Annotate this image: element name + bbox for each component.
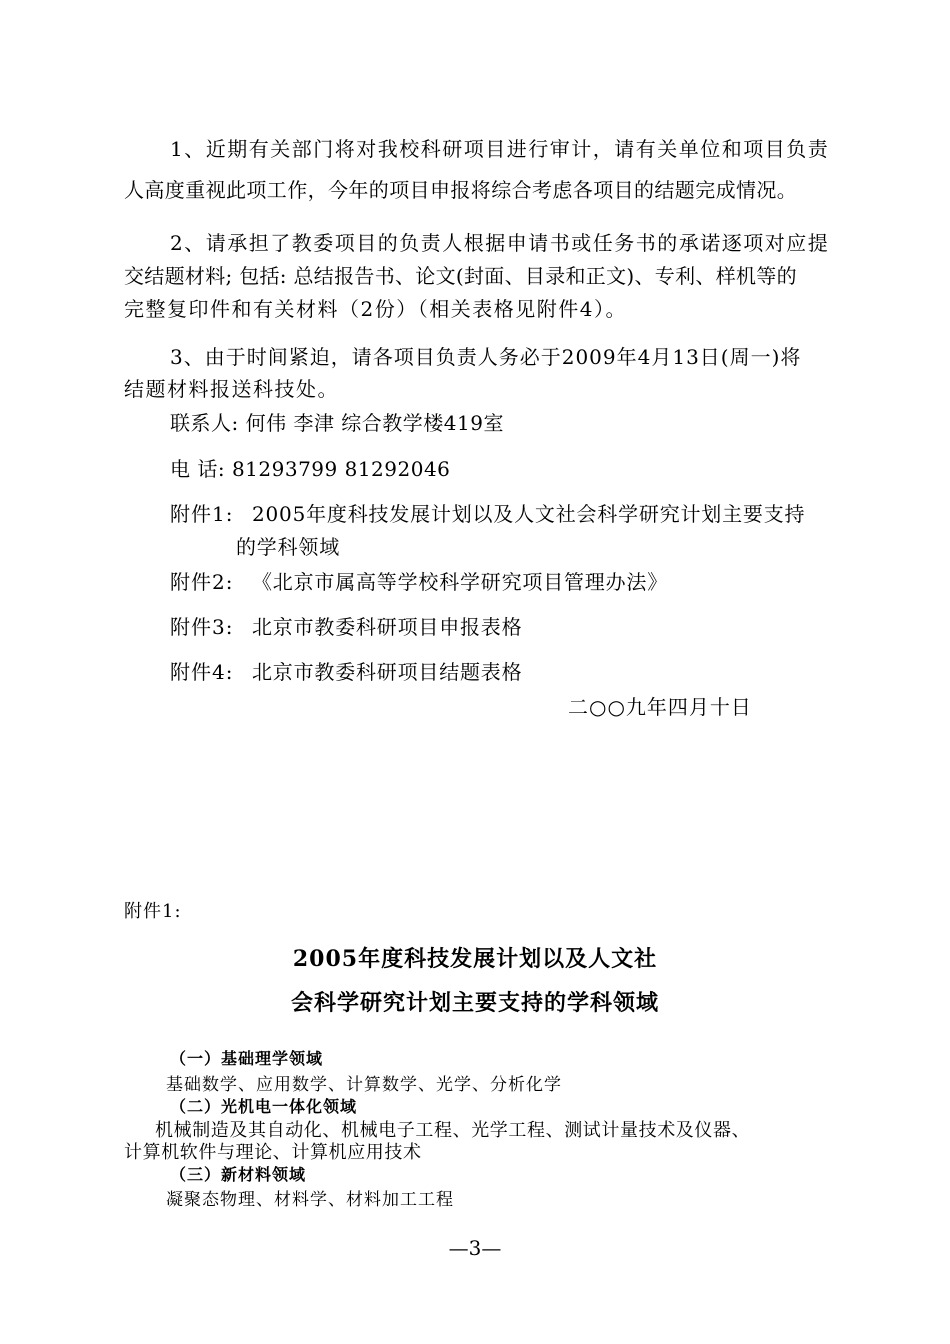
item2-line1: 2、请承担了教委项目的负责人根据申请书或任务书的承诺逐项对应提 — [170, 231, 830, 255]
item1-line1: 1、近期有关部门将对我校科研项目进行审计，请有关单位和项目负责 — [170, 137, 830, 161]
attachment-2-label: 附件2: — [170, 570, 234, 594]
item2-line3: 完整复印件和有关材料（2份）（相关表格见附件4）。 — [124, 297, 627, 321]
attachment-1-text-line2: 的学科领域 — [236, 535, 340, 559]
attachment-1-label: 附件1: — [170, 502, 234, 526]
attachment-3-label: 附件3: — [170, 615, 234, 639]
section-2-heading: （二）光机电一体化领域 — [170, 1097, 358, 1116]
phone-line: 电 话: 81293799 81292046 — [170, 457, 451, 481]
item3-line2: 结题材料报送科技处。 — [124, 377, 339, 401]
attachment-1-text-line1: 2005年度科技发展计划以及人文社会科学研究计划主要支持 — [252, 502, 806, 526]
item2-line2: 交结题材料; 包括: 总结报告书、论文(封面、目录和正文)、专利、样机等的 — [124, 264, 797, 288]
item1-line2: 人高度重视此项工作，今年的项目申报将综合考虑各项目的结题完成情况。 — [124, 178, 798, 202]
section-3-body: 凝聚态物理、材料学、材料加工工程 — [166, 1190, 454, 1210]
item3-line1: 3、由于时间紧迫，请各项目负责人务必于2009年4月13日(周一)将 — [170, 345, 802, 369]
attachment-4-text: 北京市教委科研项目结题表格 — [252, 660, 523, 684]
section-2-body-line2: 计算机软件与理论、计算机应用技术 — [124, 1142, 422, 1163]
issue-date: 二○○九年四月十日 — [568, 695, 752, 719]
section-2-body-line1: 机械制造及其自动化、机械电子工程、光学工程、测试计量技术及仪器、 — [155, 1120, 751, 1141]
appendix-title-line1: 2005年度科技发展计划以及人文社 — [292, 946, 658, 972]
page-number: —3— — [448, 1236, 502, 1260]
section-1-body: 基础数学、应用数学、计算数学、光学、分析化学 — [166, 1075, 562, 1095]
attachment-4-label: 附件4: — [170, 660, 234, 684]
section-1-heading: （一）基础理学领域 — [170, 1049, 324, 1068]
attachment-3-text: 北京市教委科研项目申报表格 — [252, 615, 523, 639]
appendix-title-line2: 会科学研究计划主要支持的学科领域 — [290, 990, 659, 1016]
attachment-2-text: 《北京市属高等学校科学研究项目管理办法》 — [252, 570, 668, 594]
section-3-heading: （三）新材料领域 — [170, 1165, 307, 1184]
appendix-label: 附件1: — [124, 901, 182, 922]
contact-line: 联系人: 何伟 李津 综合教学楼419室 — [170, 411, 504, 435]
